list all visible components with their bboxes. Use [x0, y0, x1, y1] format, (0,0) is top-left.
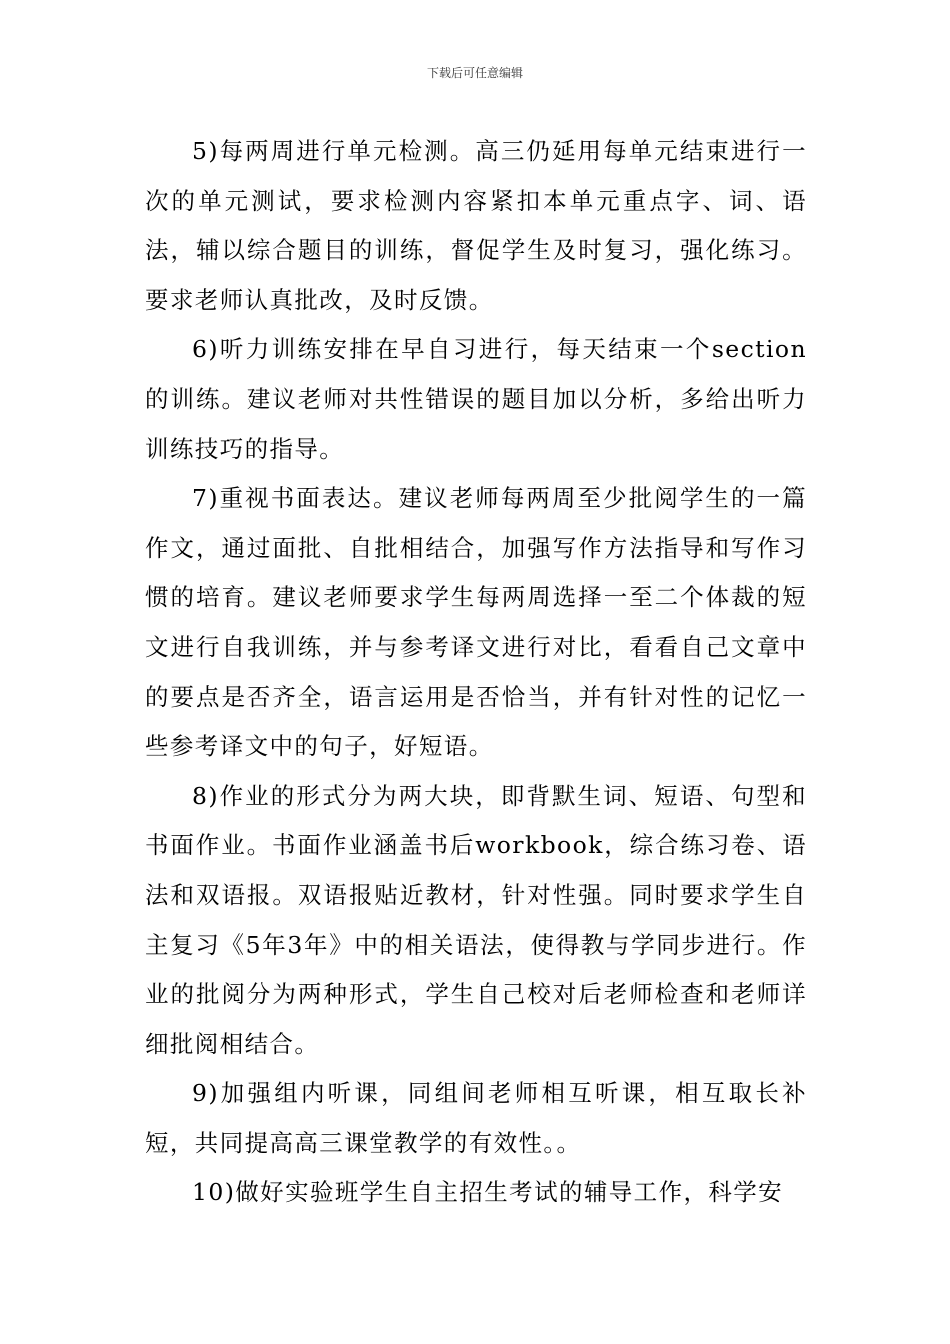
paragraph-6: 6)听力训练安排在早自习进行，每天结束一个section的训练。建议老师对共性错误的题目加以分析，多给出听力训练技巧的指导。 [145, 335, 807, 463]
page-header: 下载后可任意编辑 [426, 66, 523, 80]
paragraph-8: 8)作业的形式分为两大块，即背默生词、短语、句型和书面作业。书面作业涵盖书后workbook，综合练习卷、语法和双语报。双语报贴近教材，针对性强。同时要求学生自主复习《5年3年》中的相关语法，使得教与学同步进行。作业的批阅分为两种形式，学生自己校对后老师检查和老师详细批阅相结合。 [145, 781, 807, 1058]
document-body [145, 127, 807, 1218]
paragraph-9: 9)加强组内听课，同组间老师相互听课，相互取长补短，共同提高高三课堂教学的有效性。。 [145, 1079, 807, 1157]
paragraph-5: 5)每两周进行单元检测。高三仍延用每单元结束进行一次的单元测试，要求检测内容紧扣本单元重点字、词、语法，辅以综合题目的训练，督促学生及时复习，强化练习。要求老师认真批改，及时反馈。 [145, 137, 807, 314]
paragraph-10: 10)做好实验班学生自主招生考试的辅导工作，科学安 [192, 1178, 784, 1207]
paragraph-7: 7)重视书面表达。建议老师每两周至少批阅学生的一篇作文，通过面批、自批相结合，加强写作方法指导和写作习惯的培育。建议老师要求学生每两周选择一至二个体裁的短文进行自我训练，并与参考译文进行对比，看看自己文章中的要点是否齐全，语言运用是否恰当，并有针对性的记忆一些参考译文中的句子，好短语。 [145, 484, 807, 761]
